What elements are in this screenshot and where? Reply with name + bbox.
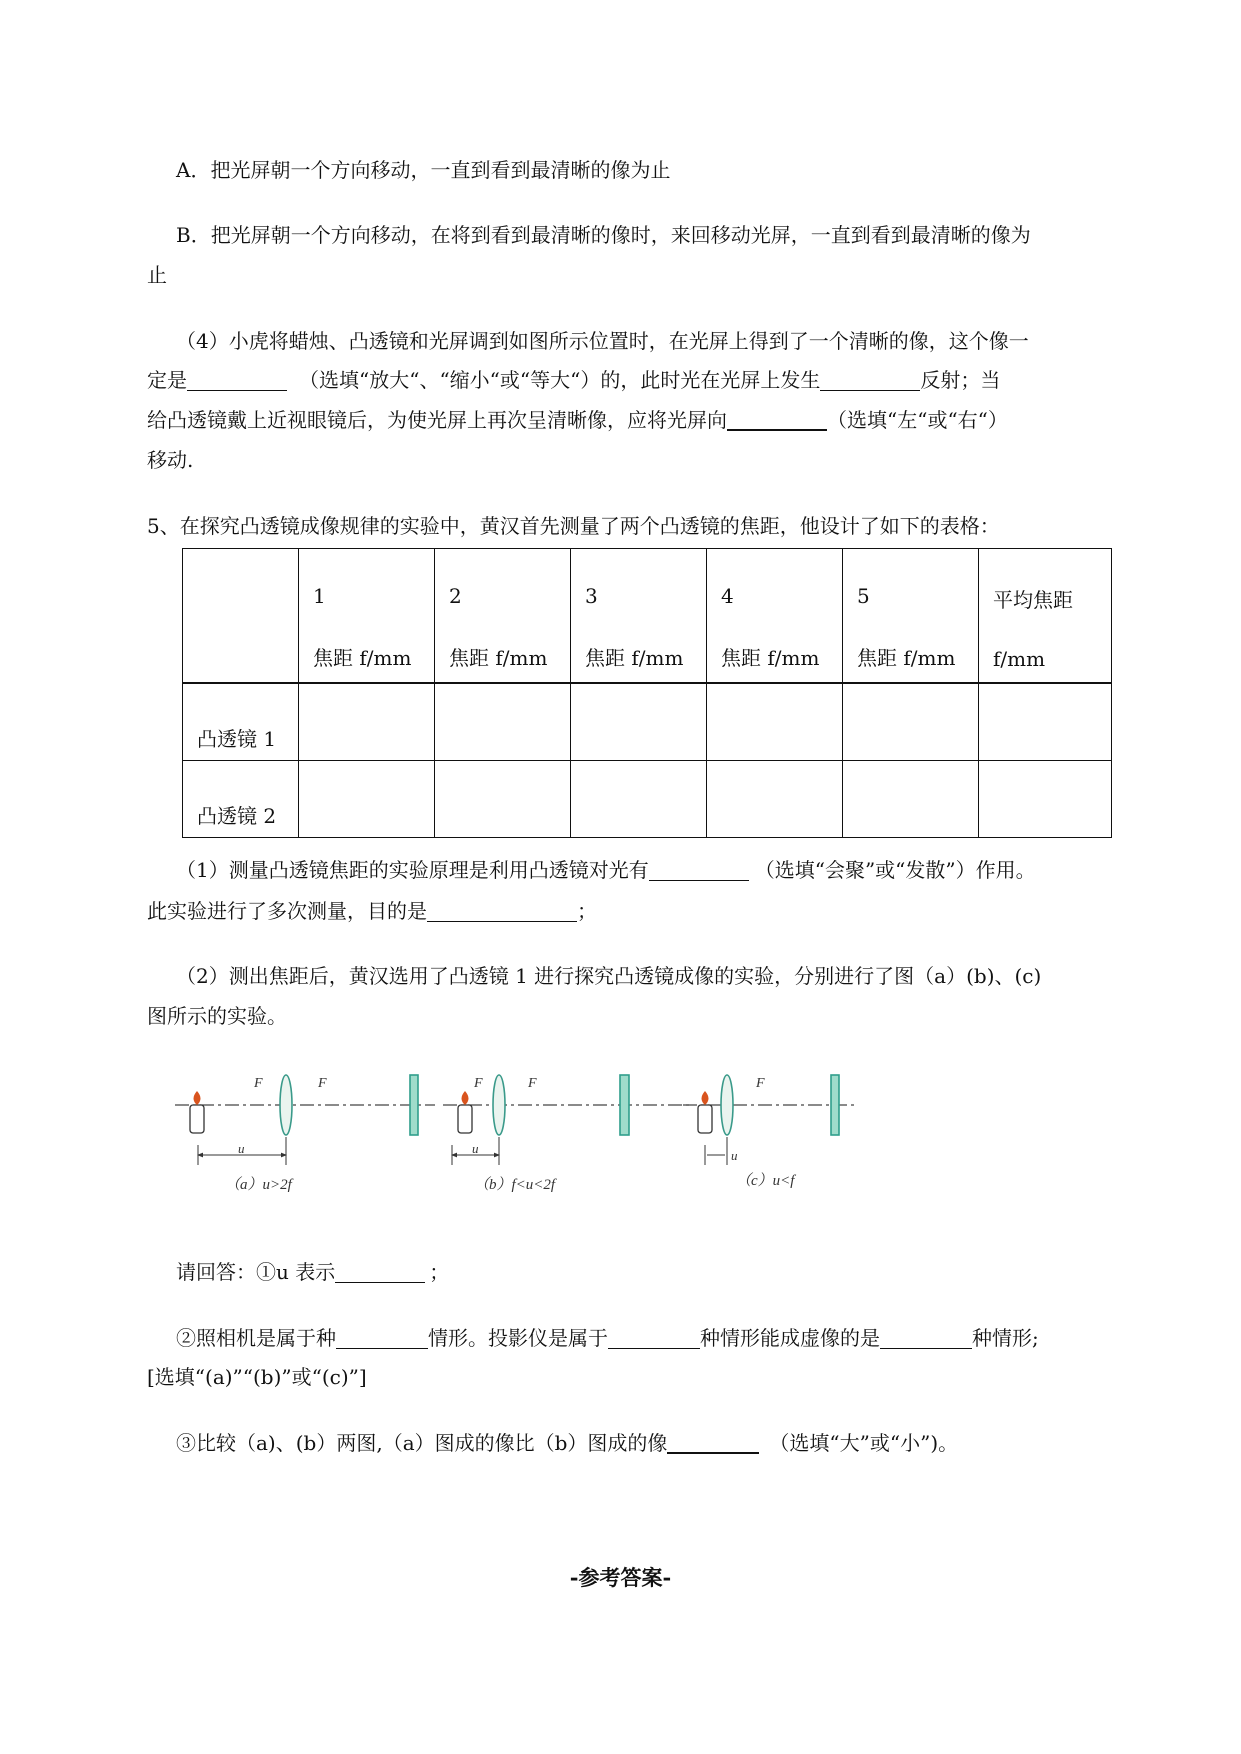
q4-line3: 给凸透镜戴上近视眼镜后，为使光屏上再次呈清晰像，应将光屏向 （选填“左“或“右“） — [147, 408, 1008, 432]
table-cell-input[interactable] — [571, 683, 707, 761]
flame-icon — [462, 1091, 469, 1105]
ans2-blank-virtual[interactable] — [880, 1328, 972, 1349]
flame-icon — [702, 1091, 709, 1105]
ans2-blank-projector[interactable] — [608, 1328, 700, 1349]
table-cell-input[interactable] — [979, 683, 1112, 761]
screen-icon — [831, 1075, 839, 1135]
table-cell-input[interactable] — [299, 683, 435, 761]
lens-icon — [721, 1075, 733, 1135]
option-b-line2: 止 — [147, 263, 167, 287]
table-header-cell: 平均焦距 f/mm — [979, 549, 1112, 684]
lens-icon — [280, 1075, 292, 1135]
table-header-cell: 4 焦距 f/mm — [707, 549, 843, 684]
candle-icon — [190, 1105, 204, 1133]
svg-text:u: u — [731, 1148, 738, 1163]
answer-key-heading: -参考答案- — [569, 1565, 672, 1590]
q4-blank-direction[interactable] — [727, 409, 827, 431]
ans1-blank-u[interactable] — [335, 1262, 425, 1283]
table-cell-input[interactable] — [571, 761, 707, 838]
svg-text:F: F — [528, 1076, 537, 1091]
table-cell-input[interactable] — [707, 683, 843, 761]
ans2-blank-camera[interactable] — [336, 1328, 428, 1349]
table-cell-input[interactable] — [979, 761, 1112, 838]
svg-text:F: F — [254, 1076, 263, 1091]
table-header-cell: 1 焦距 f/mm — [299, 549, 435, 684]
diagram-c — [683, 1075, 858, 1189]
q4-line1: （4）小虎将蜡烛、凸透镜和光屏调到如图所示位置时，在光屏上得到了一个清晰的像，这个像一 — [176, 329, 1029, 353]
table-cell-input[interactable] — [843, 761, 979, 838]
svg-text:u: u — [472, 1141, 479, 1156]
diagram-b — [443, 1075, 693, 1193]
table-header-cell: 2 焦距 f/mm — [435, 549, 571, 684]
focal-length-table — [182, 548, 1112, 838]
table-cell-input[interactable] — [435, 683, 571, 761]
p1-blank-effect[interactable] — [649, 860, 749, 881]
table-cell-input[interactable] — [707, 761, 843, 838]
option-b-line1: B．把光屏朝一个方向移动，在将到看到最清晰的像时，来回移动光屏，一直到看到最清晰的像为 — [176, 223, 1031, 247]
candle-icon — [698, 1105, 712, 1133]
svg-text:F: F — [756, 1076, 765, 1091]
flame-icon — [194, 1091, 201, 1105]
table-cell-input[interactable] — [435, 761, 571, 838]
q5-intro: 5、在探究凸透镜成像规律的实验中，黄汉首先测量了两个凸透镜的焦距，他设计了如下的表格： — [147, 514, 1000, 538]
caption-a: （a）u>2f — [225, 1177, 292, 1193]
q4-line2: 定是 （选填“放大“、“缩小“或“等大“）的，此时光在光屏上发生 反射；当 — [147, 368, 1001, 392]
ans1-line: 请回答：①u 表示 ； — [176, 1260, 450, 1284]
caption-c: （c）u<f — [736, 1173, 795, 1189]
svg-text:F: F — [318, 1076, 327, 1091]
p2-line2: 图所示的实验。 — [147, 1004, 287, 1028]
row-label: 凸透镜 1 — [183, 683, 299, 761]
screen-icon — [620, 1075, 629, 1135]
table-cell-input[interactable] — [299, 761, 435, 838]
diagram-a — [175, 1075, 435, 1193]
ans3-line: ③比较（a)、(b）两图,（a）图成的像比（b）图成的像 （选填“大”或“小”)。 — [176, 1431, 959, 1455]
table-header-cell — [183, 549, 299, 684]
q4-blank-reflection[interactable] — [820, 370, 920, 391]
lens-icon — [493, 1075, 505, 1135]
table-row — [183, 683, 1112, 761]
option-a: A．把光屏朝一个方向移动，一直到看到最清晰的像为止 — [176, 158, 671, 182]
p1-blank-purpose[interactable] — [427, 901, 577, 922]
table-header-cell: 3 焦距 f/mm — [571, 549, 707, 684]
table-cell-input[interactable] — [843, 683, 979, 761]
ans3-blank-size[interactable] — [667, 1432, 759, 1454]
svg-text:u: u — [238, 1141, 245, 1156]
q4-line4: 移动. — [147, 448, 194, 472]
table-header-cell: 5 焦距 f/mm — [843, 549, 979, 684]
row-label: 凸透镜 2 — [183, 761, 299, 838]
ans2-line2: [选填“(a)”“(b)”或“(c)”] — [147, 1365, 367, 1389]
p1-line2: 此实验进行了多次测量，目的是 ； — [147, 899, 597, 923]
table-row — [183, 761, 1112, 838]
caption-b: （b）f<u<2f — [474, 1177, 556, 1193]
ans2-line1: ②照相机是属于种 情形。投影仪是属于 种情形能成虚像的是 种情形; — [176, 1326, 1039, 1350]
lens-experiment-diagrams — [170, 1065, 950, 1220]
svg-text:F: F — [474, 1076, 483, 1091]
p1-line1: （1）测量凸透镜焦距的实验原理是利用凸透镜对光有 （选填“会聚”或“发散”）作用。 — [176, 858, 1036, 882]
p2-line1: （2）测出焦距后，黄汉选用了凸透镜 1 进行探究凸透镜成像的实验，分别进行了图（a）(b)、(c) — [176, 964, 1042, 988]
q4-blank-image-type[interactable] — [187, 370, 287, 391]
candle-icon — [458, 1105, 472, 1133]
screen-icon — [410, 1075, 418, 1135]
